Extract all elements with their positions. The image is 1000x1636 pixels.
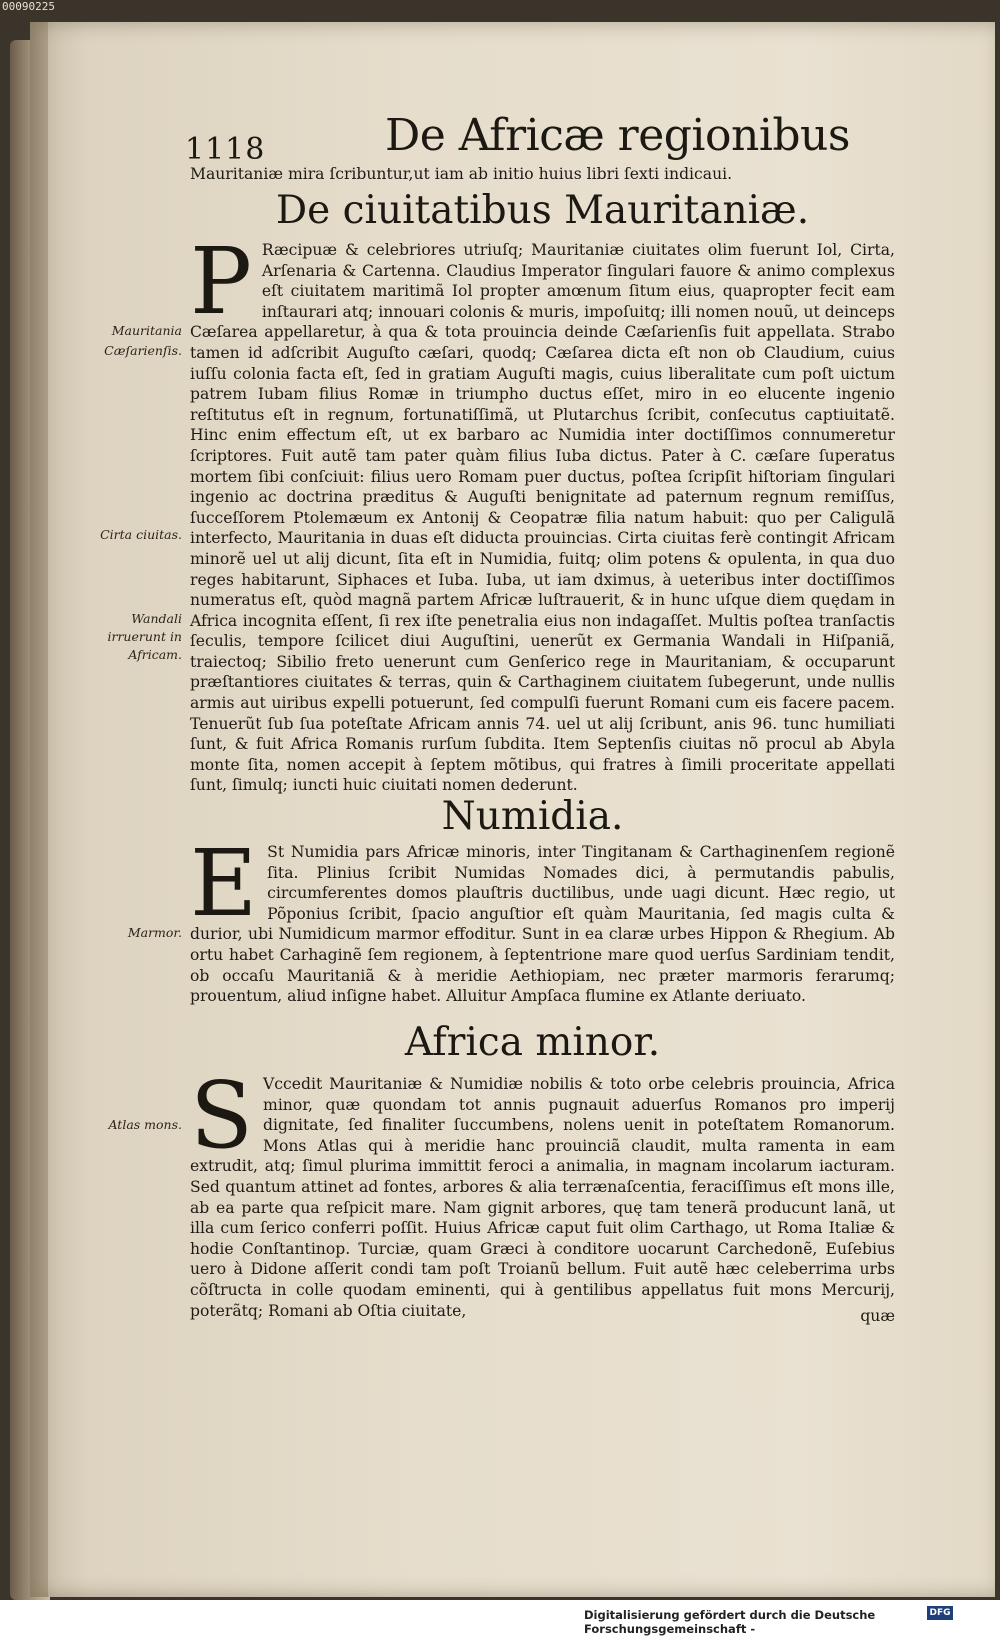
margin-note-mauritania: Mauritania: [111, 323, 182, 338]
dfg-logo-icon: DFG: [927, 1606, 953, 1620]
dropcap-s: S: [190, 1062, 254, 1169]
margin-note-atlas: Atlas mons.: [108, 1117, 182, 1132]
dropcap-p: P: [190, 228, 252, 335]
footer-credit: Digitalisierung gefördert durch die Deutsche Forschungsgemeinschaft -: [584, 1608, 876, 1636]
margin-note-caesariensis: Cæſarienſis.: [104, 343, 182, 358]
scan-id-label: 00090225: [2, 0, 55, 13]
page-number: 1118: [185, 132, 266, 167]
section-heading-africa-minor: Africa minor.: [404, 1020, 661, 1065]
section-text-mauritania: Ræcipuæ & celebriores utriuſq; Mauritaniæ ciuitates olim fuerunt Iol, Cirta, Arſenaria & Cartenna. Claudius Imperator ſingulari fauore & animo complexus eſt ciuitatem maritimã Iol propter amœnum ſitum eius, quapropter fecit eam inſtaurari atq; innouari colonis & muris, impoſuitq; illi nomen nouũ, ut deinceps Cæſarea appellaretur, à qua & tota prouincia deinde Cæſarienſis fuit appellata. Strabo tamen id adſcribit Auguſto cæſari, quodq; Cæſarea dicta eſt non ob Claudium, cuius iuſſu colonia facta eſt, ſed in gratiam Auguſti magis, cuius liberalitate cum poſt uictum patrem Iubam filius Romæ in triumpho ductus eſſet, miro in eo elucente ingenio reſtitutus eſt in regnum, fortunatiſſimã, ut Plutarchus ſcribit, conſecutus captiuitatẽ. Hinc enim effectum eſt, ut ex barbaro ac Numidia inter doctiſſimos connumeretur ſcriptores. Fuit autẽ tam pater quàm filius Iuba dictus. Pater à C. cæſare ſuperatus mortem ſibi conſciuit: filius uero Romam puer ductus, poſtea ſcripſit hiſtoriam ſingulari ingenio ac doctrina præditus & Auguſti benignitate ad paternum regnum remiſſus, ſucceſſorem Ptolemæum ex Antonij & Ceopatræ filia natum habuit: quo per Caligulã interfecto, Mauritania in duas eſt diducta prouincias. Cirta ciuitas ferè contingit Africam minorẽ uel ut alij dicunt, ſita eſt in Numidia, fuitq; olim potens & opulenta, in qua duo reges habitarunt, Siphaces et Iuba. Iuba, ut iam dximus, à ueteribus inter doctiſſimos numeratus eſt, quòd magnã partem Africæ luſtrauerit, & in hunc uſque diem quędam in Africa incognita eſſent, ſi rex iſte penetralia eius non indagaſſet. Multis poſtea tranſactis ſeculis, tempore ſcilicet diui Auguſtini, uenerũt ex Germania Wandali in Hiſpaniã, traiectoq; Sibilio freto uenerunt cum Genſerico rege in Mauritaniam, & occuparunt præſtantiores ciuitates & terras, quin & Carthaginem ciuitatem ſubegerunt, unde nullis armis aut uiribus expelli potuerunt, ſed compulſi fuerunt Romani cum eis facere pacem. Tenuerũt ſub ſua poteſtate Africam annis 74. uel ut alij ſcribunt, anis 96. tunc humiliati ſunt, & fuit Africa Romanis rurſum ſubdita. Item Septenſis ciuitas nõ procul ab Abyla monte ſita, nomen accepit à ſeptem mõtibus, qui fratres à ſimili proceritate appellati ſunt, ſimulq; iuncti huic ciuitati nomen dederunt.: [190, 241, 895, 795]
section-text-africa-minor: Vccedit Mauritaniæ & Numidiæ nobilis & toto orbe celebris prouincia, Africa minor, quæ quondam tot annis pugnauit aduerſus Romanos pro imperij dignitate, ſed finaliter ſuccumbens, nolens uenit in poteſtatem Romanorum. Mons Atlas qui à meridie hanc prouinciã claudit, multa ramenta in eam extrudit, atq; ſimul plurima immittit feroci a animalia, in magnam incolarum iacturam. Sed quantum attinet ad fontes, arbores & alia terrænaſcentia, feraciſſimus eſt mons ille, ab ea parte qua reſpicit mare. Nam gignit arbores, quę tam tenerã producunt lanã, ut illa cum ſerico conferri poſſit. Huius Africæ caput fuit olim Carthago, ut Roma Italiæ & hodie Conſtantinop. Turciæ, quam Græci à conditore uocarunt Carchedonẽ, Euſebius uero à Didone aſſerit condi tam poſt Troianũ bellum. Fuit autẽ hæc celeberrima urbs cõſtructa in colle quodam eminenti, qui à gentilibus appellatus fuit mons Mercurij, poterãtq; Romani ab Oſtia ciuitate,: [190, 1075, 895, 1320]
section-text-numidia: St Numidia pars Africæ minoris, inter Tingitanam & Carthaginenſem regionẽ ſita. Plinius ſcribit Numidas Nomades dici, à permutandis pabulis, circumferentes domos plauſtris ductilibus, unde uagi dicunt. Hæc regio, ut Põponius ſcribit, ſpacio anguſtior eſt quàm Mauritania, ſed magis culta & durior, ubi Numidicum marmor effoditur. Sunt in ea claræ urbes Hippon & Rhegium. Ab ortu habet Carhaginẽ ſem regionem, à ſeptentrione mare quod uerſus Sardiniam tendit, ob occaſu Mauritaniã & à meridie Aethiopiam, nec præter marmoris ferarumq; prouentum, aliud inſigne habet. Alluitur Ampſaca flumine ex Atlante deriuato.: [190, 843, 895, 1006]
running-head: De Africæ regionibus: [385, 110, 850, 161]
section-heading-mauritania: De ciuitatibus Mauritaniæ.: [275, 188, 810, 233]
margin-note-marmor: Marmor.: [127, 925, 182, 940]
dropcap-e: E: [190, 830, 258, 937]
section-heading-numidia: Numidia.: [441, 794, 624, 839]
margin-note-cirta: Cirta ciuitas.: [100, 527, 182, 542]
catchword: quæ: [860, 1307, 895, 1325]
section-body-numidia: [190, 830, 895, 1007]
margin-note-wandali: Wandali irruerunt in Africam.: [107, 611, 182, 662]
intro-line: Mauritaniæ mira ſcribuntur,ut iam ab initio huius libri ſexti indicaui.: [190, 165, 733, 183]
spine-shadow: [30, 22, 48, 1597]
section-body-mauritania: [190, 228, 895, 800]
section-body-africa-minor: [190, 1062, 895, 1320]
